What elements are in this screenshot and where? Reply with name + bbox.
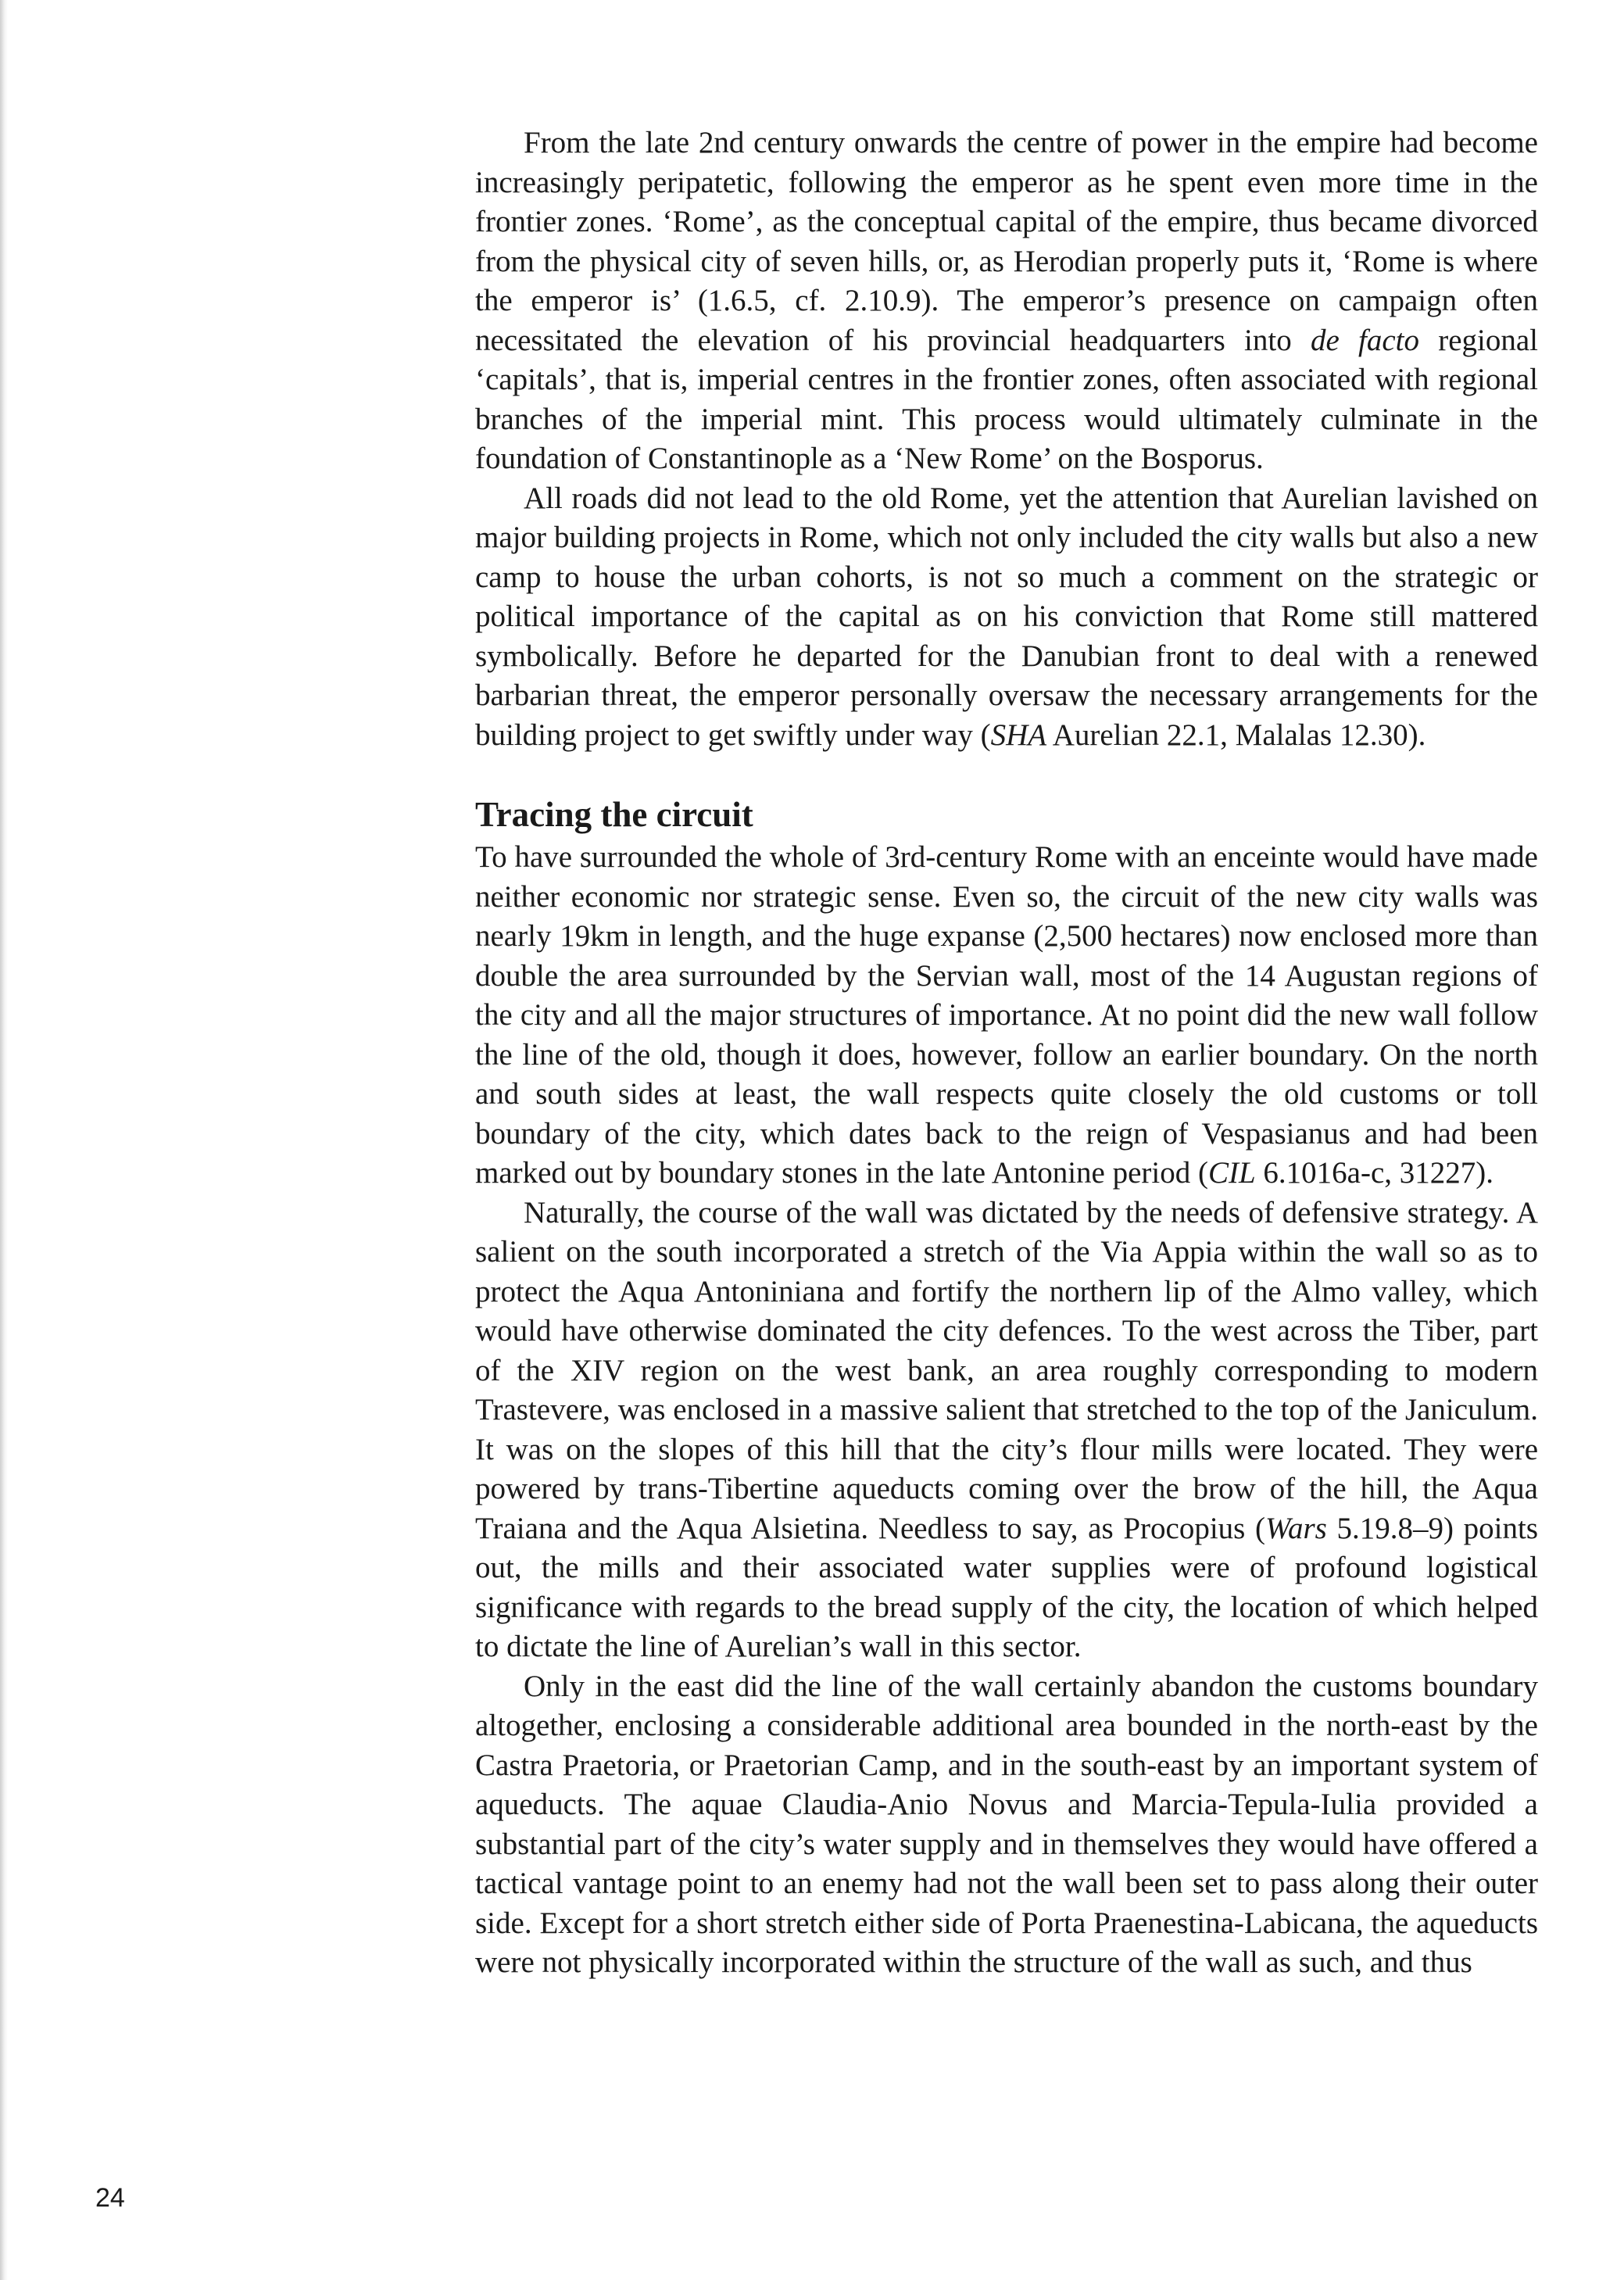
citation-wars: Wars (1265, 1511, 1327, 1545)
italic-de-facto: de facto (1310, 323, 1419, 357)
citation-sha: SHA (990, 718, 1047, 752)
paragraph-circuit: To have surrounded the whole of 3rd-century Rome with an enceinte would have made neither economic nor strategic sense. Even so, the circuit of the new city walls was nearly 19km in length, and the huge expanse (2,500 hectares) now enclosed more than double the area surrounded by the Servian wall, most of the 14 Augustan regions of the city and all the major structures of importance. At no point did the new wall follow the line of the old, though it does, however, follow an earlier boundary. On the north and south sides at least, the wall respects quite closely the old customs or toll boundary of the city, which dates back to the reign of Vespasianus and had been marked out by boundary stones in the late Antonine period (CIL 6.1016a-c, 31227). (475, 840, 1538, 1190)
paragraph-defensive-strategy: Naturally, the course of the wall was dictated by the needs of defensive strategy. A salient on the south incorporated a stretch of the Via Appia within the wall so as to protect the Aqua Antoniniana and fortify the northern lip of the Almo valley, which would have otherwise dominated the city defences. To the west across the Tiber, part of the XIV region on the west bank, an area roughly corresponding to modern Trastevere, was enclosed in a massive salient that stretched to the top of the Janiculum. It was on the slopes of this hill that the city’s flour mills were located. They were powered by trans-Tibertine aqueducts coming over the brow of the hill, the Aqua Traiana and the Aqua Alsietina. Needless to say, as Procopius (Wars 5.19.8–9) points out, the mills and their associated water supplies were of profound logistical significance with regards to the bread supply of the city, the location of which helped to dictate the line of Aurelian’s wall in this sector. (475, 1195, 1538, 1663)
section-heading: Tracing the circuit (475, 795, 753, 834)
citation-cil: CIL (1207, 1156, 1256, 1190)
paragraph-centre-of-power: From the late 2nd century onwards the centre of power in the empire had become increasingly peripatetic, following the emperor as he spent even more time in the frontier zones. ‘Rome’, as the conceptual capital of the empire, thus became divorced from the physical city of seven hills, or, as Herodian properly puts it, ‘Rome is where the emperor is’ (1.6.5, cf. 2.10.9). The emperor’s presence on campaign often necessitated the elevation of his provincial headquarters into de facto regional ‘capitals’, that is, imperial centres in the frontier zones, often associated with regional branches of the imperial mint. This process would ultimately culminate in the foundation of Constantinople as a ‘New Rome’ on the Bosporus. (475, 126, 1539, 475)
paragraph-east-line: Only in the east did the line of the wall certainly abandon the customs boundary altogether, enclosing a considerable additional area bounded in the north-east by the Castra Praetoria, or Praetorian Camp, and in the south-east by an important system of aqueducts. The aquae Claudia-Anio Novus and Marcia-Tepula-Iulia provided a substantial part of the city’s water supply and in themselves they would have offered a tactical vantage point to an enemy had not the wall been set to pass along their outer side. Except for a short stretch either side of Porta Praenestina-Labicana, the aqueducts were not physically incorporated within the structure of the wall as such, and thus (475, 1669, 1538, 1979)
text-column (475, 123, 1538, 1983)
scan-edge (0, 0, 8, 2280)
paragraph-all-roads: All roads did not lead to the old Rome, yet the attention that Aurelian lavished on major building projects in Rome, which not only included the city walls but also a new camp to house the urban cohorts, is not so much a comment on the strategic or political importance of the capital as on his conviction that Rome still mattered symbolically. Before he departed for the Danubian front to deal with a renewed barbarian threat, the emperor personally oversaw the necessary arrangements for the building project to get swiftly under way (SHA Aurelian 22.1, Malalas 12.30). (475, 481, 1538, 752)
page-number: 24 (95, 2183, 125, 2213)
